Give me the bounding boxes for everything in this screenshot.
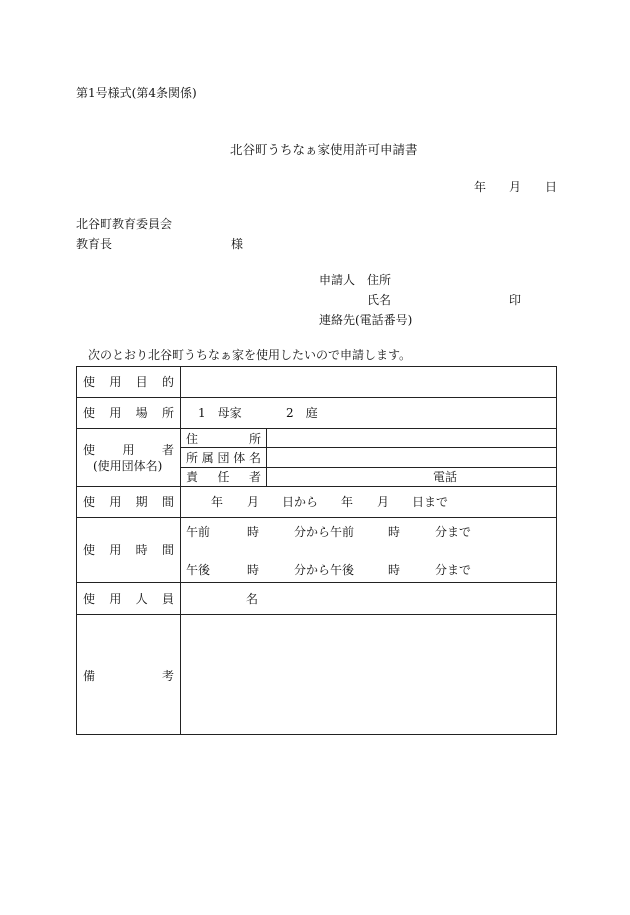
label-char: 用 <box>109 543 122 557</box>
label-char: 員 <box>161 592 174 606</box>
label-period <box>83 495 174 509</box>
label-char: 使 <box>83 495 96 509</box>
addressee-superintendent: 教育長 <box>76 237 113 251</box>
addressee-honorific: 様 <box>231 237 244 251</box>
label-char: 人 <box>135 592 148 606</box>
am-start-hour: 時 <box>247 525 260 539</box>
label-char: 団 <box>217 451 230 465</box>
place-option-garden: 2 庭 <box>286 406 318 420</box>
pm-end-label: 分から午後 <box>294 563 355 577</box>
label-char: 使 <box>83 543 96 557</box>
label-user-group <box>186 451 261 465</box>
label-char: 使 <box>83 443 96 457</box>
period-start-year: 年 <box>211 495 224 509</box>
label-char: 期 <box>135 495 148 509</box>
label-char: 名 <box>248 451 261 465</box>
label-time <box>83 543 174 557</box>
am-end-label: 分から午前 <box>294 525 355 539</box>
row-divider <box>77 614 556 615</box>
period-end-month: 月 <box>377 495 390 509</box>
period-start-month: 月 <box>247 495 260 509</box>
place-option-main-house: 1 母家 <box>198 406 242 420</box>
period-end-year: 年 <box>341 495 354 509</box>
subcolumn-divider <box>266 429 267 486</box>
label-char: 体 <box>233 451 246 465</box>
am-end-hour: 時 <box>388 525 401 539</box>
date-year: 年 <box>474 180 487 194</box>
applicant-label: 申請人 <box>319 273 356 287</box>
label-char: 任 <box>217 470 230 484</box>
label-char: 所 <box>161 406 174 420</box>
pm-start-hour: 時 <box>247 563 260 577</box>
row-divider <box>77 486 556 487</box>
applicant-seal: 印 <box>509 293 522 307</box>
subrow-divider <box>181 467 556 468</box>
applicant-name-label: 氏名 <box>367 293 392 307</box>
label-char: 考 <box>161 669 174 683</box>
label-char: 用 <box>109 495 122 509</box>
label-char: 責 <box>186 470 199 484</box>
column-divider <box>180 367 181 734</box>
label-char: 間 <box>161 543 174 557</box>
label-char: 用 <box>109 375 122 389</box>
label-char: 的 <box>161 375 174 389</box>
am-end-minute: 分まで <box>435 525 472 539</box>
label-char: 使 <box>83 592 96 606</box>
period-end-day: 日まで <box>412 495 449 509</box>
label-char: 使 <box>83 406 96 420</box>
label-char: 使 <box>83 375 96 389</box>
applicant-address-label: 住所 <box>367 273 392 287</box>
label-char: 属 <box>201 451 214 465</box>
form-number: 第1号様式(第4条関係) <box>76 86 197 100</box>
label-char: 目 <box>135 375 148 389</box>
applicant-contact-label: 連絡先(電話番号) <box>319 313 413 327</box>
label-char: 用 <box>109 406 122 420</box>
label-char: 者 <box>161 443 174 457</box>
label-user-sub: (使用団体名) <box>93 459 163 473</box>
am-start-label: 午前 <box>186 525 211 539</box>
label-user <box>83 443 174 457</box>
label-char: 間 <box>161 495 174 509</box>
label-char: 備 <box>83 669 96 683</box>
row-divider <box>77 397 556 398</box>
label-user-address <box>186 432 261 446</box>
date-month: 月 <box>509 180 522 194</box>
label-place <box>83 406 174 420</box>
pm-start-label: 午後 <box>186 563 211 577</box>
application-table <box>76 366 557 735</box>
row-divider <box>77 582 556 583</box>
label-user-responsible <box>186 470 261 484</box>
label-char: 場 <box>135 406 148 420</box>
pm-end-minute: 分まで <box>435 563 472 577</box>
label-char: 者 <box>248 470 261 484</box>
pm-end-hour: 時 <box>388 563 401 577</box>
label-char: 時 <box>135 543 148 557</box>
label-char: 所 <box>248 432 261 446</box>
row-divider <box>77 428 556 429</box>
label-phone: 電話 <box>433 470 458 484</box>
label-char: 用 <box>122 443 135 457</box>
label-char: 所 <box>186 451 199 465</box>
label-purpose <box>83 375 174 389</box>
period-start-day: 日から <box>282 495 319 509</box>
label-char: 住 <box>186 432 199 446</box>
persons-unit: 名 <box>246 592 259 606</box>
date-day: 日 <box>545 180 558 194</box>
label-persons <box>83 592 174 606</box>
label-remarks <box>83 669 174 683</box>
subrow-divider <box>181 447 556 448</box>
addressee-board: 北谷町教育委員会 <box>76 217 173 231</box>
intro-text: 次のとおり北谷町うちなぁ家を使用したいので申請します。 <box>88 348 412 362</box>
label-char: 用 <box>109 592 122 606</box>
row-divider <box>77 517 556 518</box>
form-title: 北谷町うちなぁ家使用許可申請書 <box>230 142 418 157</box>
